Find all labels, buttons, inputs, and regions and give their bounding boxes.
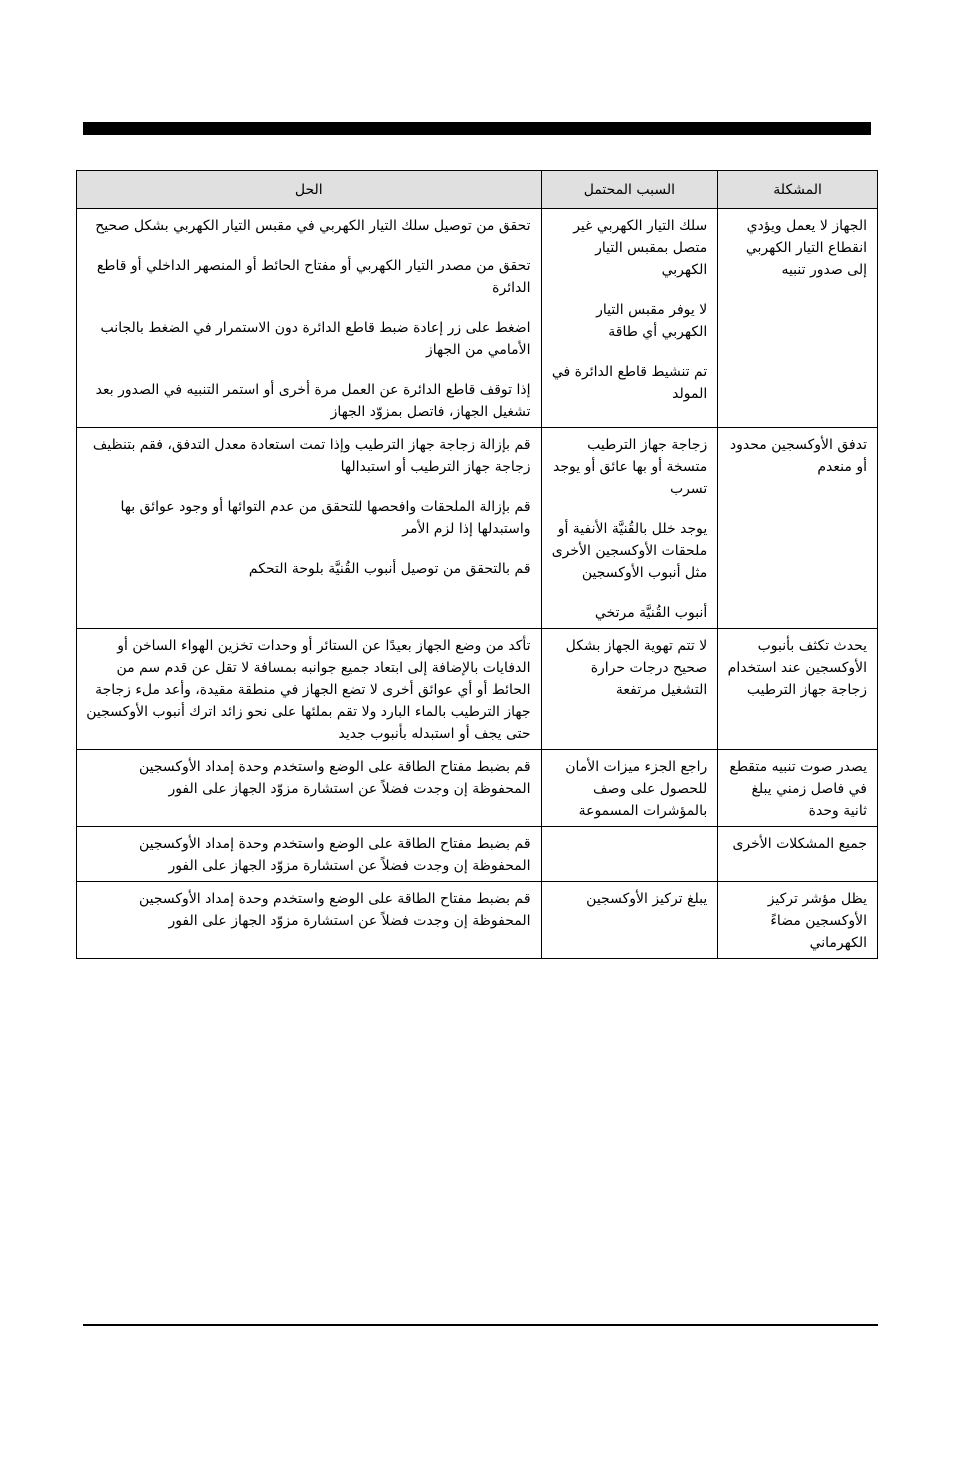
cell-cause (541, 882, 718, 959)
cell-cause (541, 750, 718, 827)
cell-solution (77, 428, 542, 629)
cause-text: زجاجة جهاز الترطيب متسخة أو بها عائق أو يوجد تسرب (552, 437, 708, 497)
problem-text: يحدث تكثف بأنبوب الأوكسجين عند استخدام زجاجة جهاز الترطيب (727, 638, 867, 698)
solution-text: تحقق من مصدر التيار الكهربي أو مفتاح الحائط أو المنصهر الداخلي أو قاطع الدائرة (96, 258, 531, 296)
cell-solution (77, 750, 542, 827)
table-row (77, 629, 878, 750)
solution-text: قم بضبط مفتاح الطاقة على الوضع واستخدم وحدة إمداد الأوكسجين المحفوظة إن وجدت فضلاً عن استشارة مزوّد الجهاز على الفور (138, 836, 531, 874)
problem-text: الجهاز لا يعمل ويؤدي انقطاع التيار الكهربي إلى صدور تنبيه (745, 218, 867, 278)
table-row (77, 827, 878, 882)
solution-text: قم بإزالة الملحقات وافحصها للتحقق من عدم التوائها أو وجود عوائق بها واستبدلها إذا لزم الأمر (120, 499, 531, 537)
cell-problem (718, 209, 878, 428)
solution-text: تحقق من توصيل سلك التيار الكهربي في مقبس التيار الكهربي بشكل صحيح (95, 218, 531, 234)
table-row (77, 428, 878, 629)
header-problem: المشكلة (718, 171, 878, 209)
table-row (77, 209, 878, 428)
problem-text: يظل مؤشر تركيز الأوكسجين مضاءً الكهرماني (767, 891, 867, 951)
table-body (77, 209, 878, 959)
cell-cause (541, 428, 718, 629)
problem-text: تدفق الأوكسجين محدود أو منعدم (729, 437, 867, 475)
cell-problem (718, 428, 878, 629)
cell-solution (77, 209, 542, 428)
table-row (77, 750, 878, 827)
table-row (77, 882, 878, 959)
cell-problem (718, 750, 878, 827)
cause-text: أنبوب القُنيَّة مرتخي (594, 605, 708, 621)
cell-solution (77, 882, 542, 959)
solution-text: قم بالتحقق من توصيل أنبوب القُنيَّة بلوحة التحكم (248, 561, 531, 577)
solution-text: اضغط على زر إعادة ضبط قاطع الدائرة دون الاستمرار في الضغط بالجانب الأمامي من الجهاز (100, 320, 531, 358)
header-bar (83, 122, 871, 135)
cell-cause (541, 209, 718, 428)
header-solution: الحل (77, 171, 542, 209)
cause-text: يوجد خلل بالقُنيَّة الأنفية أو ملحقات الأوكسجين الأخرى مثل أنبوب الأوكسجين (551, 521, 708, 581)
cause-text: لا يوفر مقبس التيار الكهربي أي طاقة (596, 302, 708, 340)
cause-text: راجع الجزء ميزات الأمان للحصول على وصف بالمؤشرات المسموعة (565, 759, 708, 819)
cause-text: تم تنشيط قاطع الدائرة في المولد (551, 364, 708, 402)
cause-text: سلك التيار الكهربي غير متصل بمقبس التيار الكهربي (573, 218, 708, 278)
cause-text: لا تتم تهوية الجهاز بشكل صحيح درجات حرارة التشغيل مرتفعة (565, 638, 708, 698)
header-cause: السبب المحتمل (541, 171, 718, 209)
cell-cause (541, 629, 718, 750)
problem-text: جميع المشكلات الأخرى (732, 836, 867, 852)
cell-cause (541, 827, 718, 882)
cell-problem (718, 882, 878, 959)
solution-text: قم بضبط مفتاح الطاقة على الوضع واستخدم وحدة إمداد الأوكسجين المحفوظة إن وجدت فضلاً عن استشارة مزوّد الجهاز على الفور (138, 759, 531, 797)
cell-problem (718, 629, 878, 750)
troubleshooting-table (76, 170, 878, 959)
cause-text: يبلغ تركيز الأوكسجين (586, 891, 708, 907)
table-header-row (77, 171, 878, 209)
cell-problem (718, 827, 878, 882)
cell-solution (77, 629, 542, 750)
cell-solution (77, 827, 542, 882)
problem-text: يصدر صوت تنبيه متقطع في فاصل زمني يبلغ ثانية وحدة (729, 759, 867, 819)
solution-text: قم بضبط مفتاح الطاقة على الوضع واستخدم وحدة إمداد الأوكسجين المحفوظة إن وجدت فضلاً عن استشارة مزوّد الجهاز على الفور (138, 891, 531, 929)
solution-text: قم بإزالة زجاجة جهاز الترطيب وإذا تمت استعادة معدل التدفق، فقم بتنظيف زجاجة جهاز الترطيب أو استبدالها (92, 437, 531, 475)
solution-text: تأكد من وضع الجهاز بعيدًا عن الستائر أو وحدات تخزين الهواء الساخن أو الدفايات بالإضافة إلى ابتعاد جميع جوانبه بمسافة لا تقل عن قدم سم من الحائط أو أي عوائق أخرى لا تضع الجهاز في منطقة مقيدة، وأعد ملء زجاجة جهاز الترطيب بالماء البارد ولا تقم بملئها على نحو زائد اترك أنبوب الأوكسجين حتى يجف أو استبدله بأنبوب جديد (86, 638, 531, 742)
footer-rule (83, 1324, 878, 1326)
solution-text: إذا توقف قاطع الدائرة عن العمل مرة أخرى أو استمر التنبيه في الصدور بعد تشغيل الجهاز، فاتصل بمزوّد الجهاز (95, 382, 531, 420)
